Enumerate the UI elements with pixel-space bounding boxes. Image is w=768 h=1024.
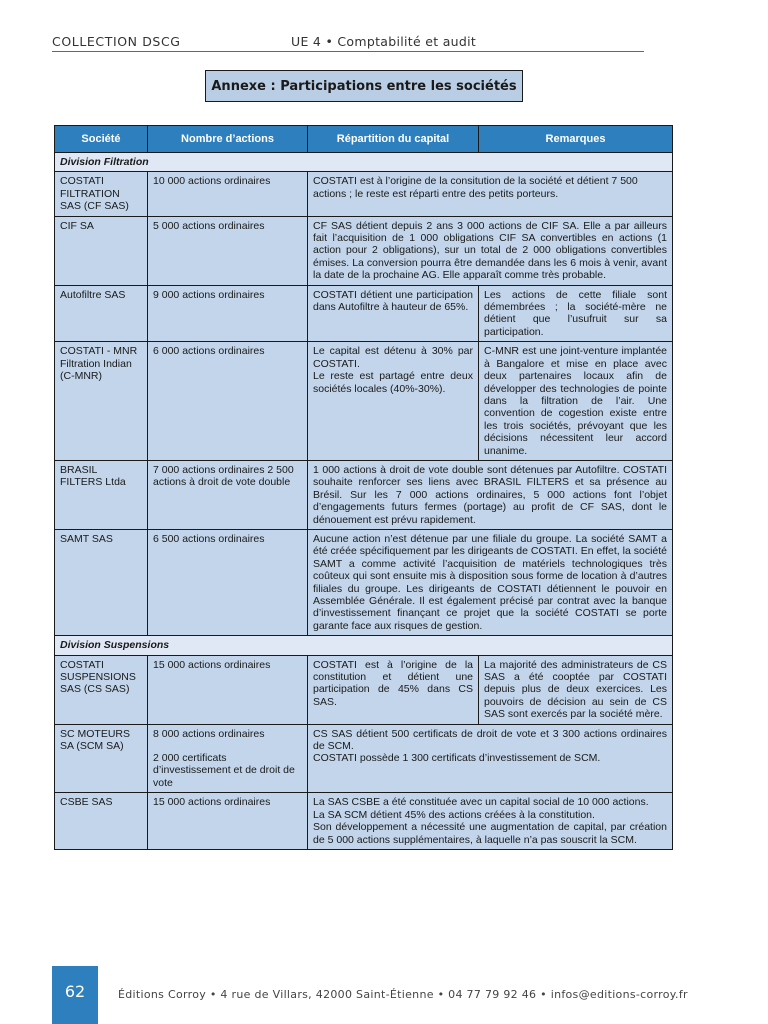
cell-societe: BRASIL FILTERS Ltda — [55, 460, 148, 529]
cell-societe: COSTATI - MNR Filtration Indian (C-MNR) — [55, 342, 148, 461]
table-row — [55, 793, 673, 850]
table-row — [55, 285, 673, 342]
cell-repartition: Aucune action n’est détenue par une filiale du groupe. La société SAMT a été créée spécifiquement par les dirigeants de COSTATI. En effet, la société SAMT a comme activité l’acquisition de matériels technologiques très coûteux qui sont ensuite mis à disposition sous forme de location à d’autres filiales du groupe. Les dirigeants de COSTATI détiennent le pouvoir en Assemblée Générale. Il est également précisé par contrat avec la banque d’investissement finançant ce projet que la société COSTATI se porte garante face aux risques de gestion. — [308, 529, 673, 635]
division-suspensions: Division Suspensions — [55, 636, 673, 655]
cell-remarques: La majorité des administrateurs de CS SAS a été cooptée par COSTATI depuis plus de deux exercices. Les pouvoirs de décision au sein de CS SAS sont exercés par la société mère. — [479, 655, 673, 724]
cell-societe: SAMT SAS — [55, 529, 148, 635]
annexe-title: Annexe : Participations entre les sociétés — [205, 70, 523, 102]
cell-actions: 5 000 actions ordinaires — [148, 216, 308, 285]
repartition-line: CS SAS détient 500 certificats de droit de vote et 3 300 actions ordinaires de SCM. — [313, 727, 667, 753]
cell-societe: COSTATI FILTRATION SAS (CF SAS) — [55, 172, 148, 216]
cell-actions: 10 000 actions ordinaires — [148, 172, 308, 216]
actions-line: 8 000 actions ordinaires — [153, 727, 265, 740]
repartition-line: Son développement a nécessité une augmentation de capital, par création de 5 000 actions supplémentaires, à laquelle n’a pas souscrit la SCM. — [313, 821, 667, 846]
cell-repartition: COSTATI est à l’origine de la constitution et détient une participation de 45% dans CS SAS. — [308, 655, 479, 724]
repartition-line: Le reste est partagé entre deux sociétés locales (40%-30%). — [313, 370, 473, 395]
column-header-actions: Nombre d’actions — [148, 126, 308, 153]
cell-repartition — [308, 793, 673, 850]
cell-actions: 9 000 actions ordinaires — [148, 285, 308, 342]
cell-actions — [148, 724, 308, 793]
table-header-row — [55, 126, 673, 153]
table-row — [55, 342, 673, 461]
cell-repartition: COSTATI détient une participation dans Autofiltre à hauteur de 65%. — [308, 285, 479, 342]
cell-actions: 6 000 actions ordinaires — [148, 342, 308, 461]
cell-repartition: CF SAS détient depuis 2 ans 3 000 actions de CIF SA. Elle a par ailleurs fait l’acquisition de 1 000 obligations CIF SA convertibles en actions (1 action pour 2 obligations), sur un total de 2 000 obligations convertibles émises. La conversion pourra être demandée dans les 6 mois à venir, avant la date de la prochaine AG. Elle apparaît comme très probable. — [308, 216, 673, 285]
header-collection: COLLECTION DSCG — [52, 34, 181, 49]
column-header-societe: Société — [55, 126, 148, 153]
cell-societe: COSTATI SUSPENSIONS SAS (CS SAS) — [55, 655, 148, 724]
table-row — [55, 460, 673, 529]
cell-repartition: 1 000 actions à droit de vote double sont détenues par Autofiltre. COSTATI souhaite renforcer ses liens avec BRASIL FILTERS et sa présence au Brésil. Sur les 7 000 actions ordinaires, 5 000 actions font l’objet d’engagements futurs fermes (portage) au profit de CF SAS, dont le dénouement est prévu rapidement. — [308, 460, 673, 529]
table-row — [55, 172, 673, 216]
table-row — [55, 216, 673, 285]
cell-repartition — [308, 342, 479, 461]
header-ue: UE 4 • Comptabilité et audit — [291, 34, 477, 49]
repartition-line: Le capital est détenu à 30% par COSTATI. — [313, 345, 473, 370]
table-row — [55, 655, 673, 724]
cell-remarques: C-MNR est une joint-venture implantée à Bangalore et mise en place avec deux partenaires locaux afin de développer des technologies de pointe dans la filtration de l’air. Une convention de cogestion existe entre les trois sociétés, prévoyant que les décisions nécessitent leur accord unanime. — [479, 342, 673, 461]
cell-societe: SC MOTEURS SA (SCM SA) — [55, 724, 148, 793]
cell-actions: 7 000 actions ordinaires 2 500 actions à droit de vote double — [148, 460, 308, 529]
actions-line: 2 000 certificats d’investissement et de droit de vote — [153, 752, 295, 789]
publisher-footer: Éditions Corroy • 4 rue de Villars, 42000 Saint-Étienne • 04 77 79 92 46 • infos@editions-corroy.fr — [118, 988, 688, 1001]
division-row — [55, 153, 673, 172]
cell-remarques: Les actions de cette filiale sont démembrées ; la société-mère ne détient que l’usufruit sur sa participation. — [479, 285, 673, 342]
cell-repartition: COSTATI est à l’origine de la consitution de la société et détient 7 500 actions ; le reste est réparti entre des petits porteurs. — [308, 172, 673, 216]
repartition-line: COSTATI possède 1 300 certificats d’investissement de SCM. — [313, 752, 601, 765]
division-filtration: Division Filtration — [55, 153, 673, 172]
table-row — [55, 724, 673, 793]
participations-table — [54, 125, 673, 850]
column-header-remarques: Remarques — [479, 126, 673, 153]
table-row — [55, 529, 673, 635]
repartition-line: La SA SCM détient 45% des actions créées à la constitution. — [313, 808, 595, 821]
cell-actions: 15 000 actions ordinaires — [148, 655, 308, 724]
division-row — [55, 636, 673, 655]
cell-societe: Autofiltre SAS — [55, 285, 148, 342]
repartition-line: La SAS CSBE a été constituée avec un capital social de 10 000 actions. — [313, 796, 649, 809]
cell-societe: CIF SA — [55, 216, 148, 285]
column-header-repartition: Répartition du capital — [308, 126, 479, 153]
cell-actions: 15 000 actions ordinaires — [148, 793, 308, 850]
page-number: 62 — [52, 966, 98, 1024]
cell-repartition — [308, 724, 673, 793]
cell-societe: CSBE SAS — [55, 793, 148, 850]
cell-actions: 6 500 actions ordinaires — [148, 529, 308, 635]
header-rule — [52, 51, 644, 52]
